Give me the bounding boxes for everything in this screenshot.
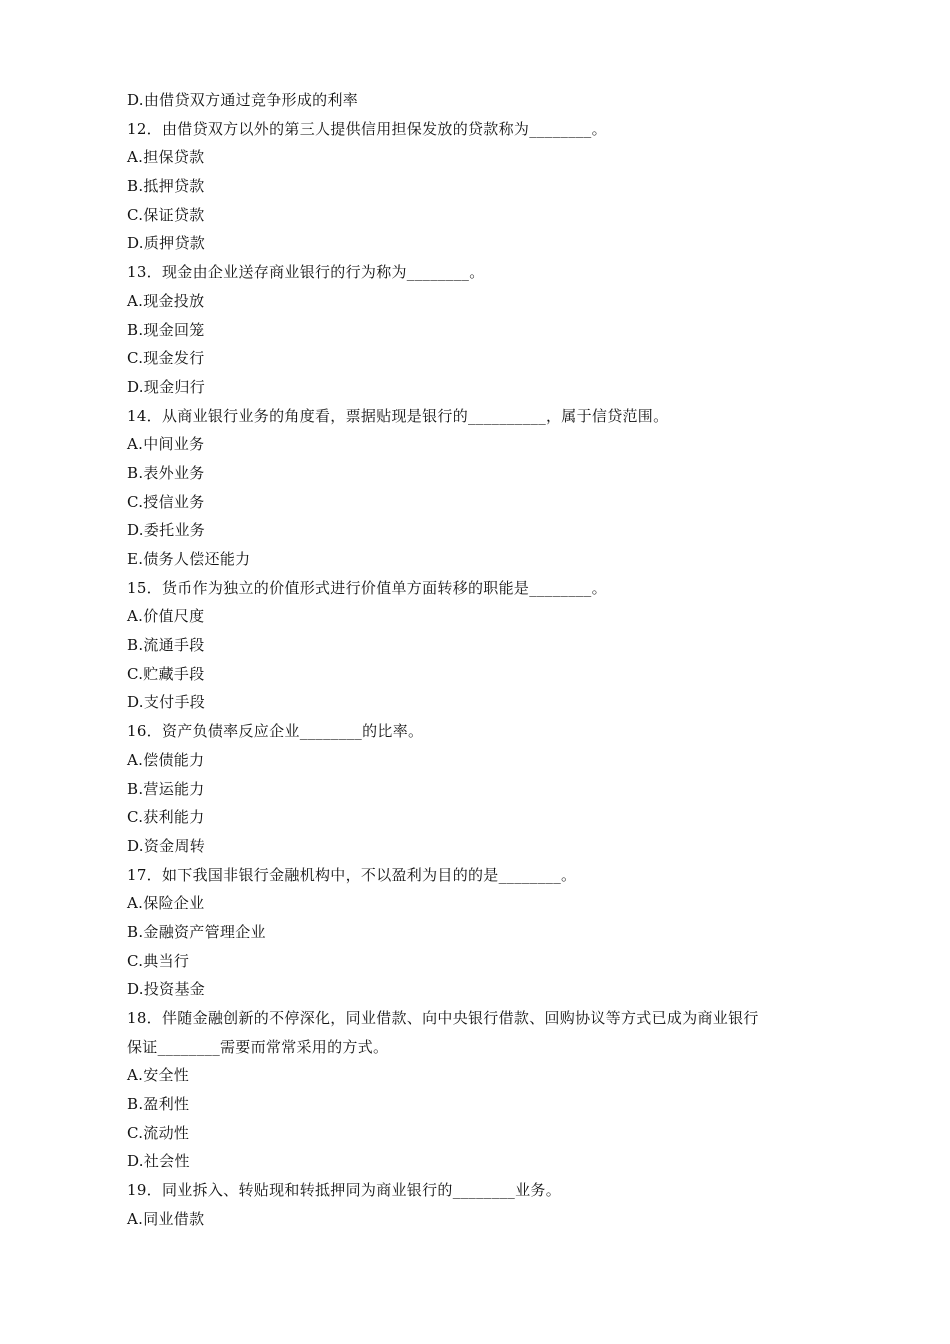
option-line: A.价值尺度 — [127, 607, 205, 626]
option-line: B.抵押贷款 — [127, 177, 205, 196]
option-line: B.流通手段 — [127, 636, 205, 655]
question-13: 13．现金由企业送存商业银行的行为称为________。 — [127, 263, 485, 282]
option-line: A.中间业务 — [127, 435, 205, 454]
option-line: B.盈利性 — [127, 1095, 190, 1114]
option-line: B.现金回笼 — [127, 320, 205, 339]
option-line: C.获利能力 — [127, 808, 205, 827]
option-line: A.同业借款 — [127, 1209, 205, 1228]
option-line: C.贮藏手段 — [127, 664, 205, 683]
option-line: A.现金投放 — [127, 291, 205, 310]
option-line: A.安全性 — [127, 1066, 190, 1085]
question-14: 14．从商业银行业务的角度看，票据贴现是银行的__________，属于信贷范围。 — [127, 406, 669, 425]
option-line: A.保险企业 — [127, 894, 205, 913]
option-line: D.资金周转 — [127, 836, 206, 855]
option-line: D.支付手段 — [127, 693, 206, 712]
option-line: D.委托业务 — [127, 521, 206, 540]
option-line: D.现金归行 — [127, 377, 206, 396]
document-body — [127, 86, 827, 1234]
question-16: 16．资产负债率反应企业________的比率。 — [127, 722, 424, 741]
option-line: C.现金发行 — [127, 349, 205, 368]
option-line: B.营运能力 — [127, 779, 205, 798]
question-18-continued: 保证________需要而常常采用的方式。 — [127, 1037, 389, 1056]
option-line: A.担保贷款 — [127, 148, 205, 167]
option-line: C.典当行 — [127, 951, 190, 970]
question-19: 19．同业拆入、转贴现和转抵押同为商业银行的________业务。 — [127, 1181, 561, 1200]
option-line: E.债务人偿还能力 — [127, 550, 251, 568]
question-15: 15．货币作为独立的价值形式进行价值单方面转移的职能是________。 — [127, 578, 607, 597]
question-17: 17．如下我国非银行金融机构中，不以盈利为目的的是________。 — [127, 865, 577, 884]
option-line: D.由借贷双方通过竞争形成的利率 — [127, 91, 359, 109]
option-line: C.保证贷款 — [127, 205, 205, 224]
option-line: D.投资基金 — [127, 980, 206, 999]
question-12: 12．由借贷双方以外的第三人提供信用担保发放的贷款称为________。 — [127, 119, 607, 138]
option-line: C.流动性 — [127, 1123, 190, 1142]
option-line: B.金融资产管理企业 — [127, 922, 266, 941]
option-line: A.偿债能力 — [127, 750, 205, 769]
option-line: B.表外业务 — [127, 463, 205, 482]
question-18: 18．伴随金融创新的不停深化，同业借款、向中央银行借款、回购协议等方式已成为商业银行 — [127, 1009, 759, 1027]
option-line: C.授信业务 — [127, 492, 205, 511]
option-line: D.社会性 — [127, 1152, 190, 1171]
option-line: D.质押贷款 — [127, 234, 206, 253]
